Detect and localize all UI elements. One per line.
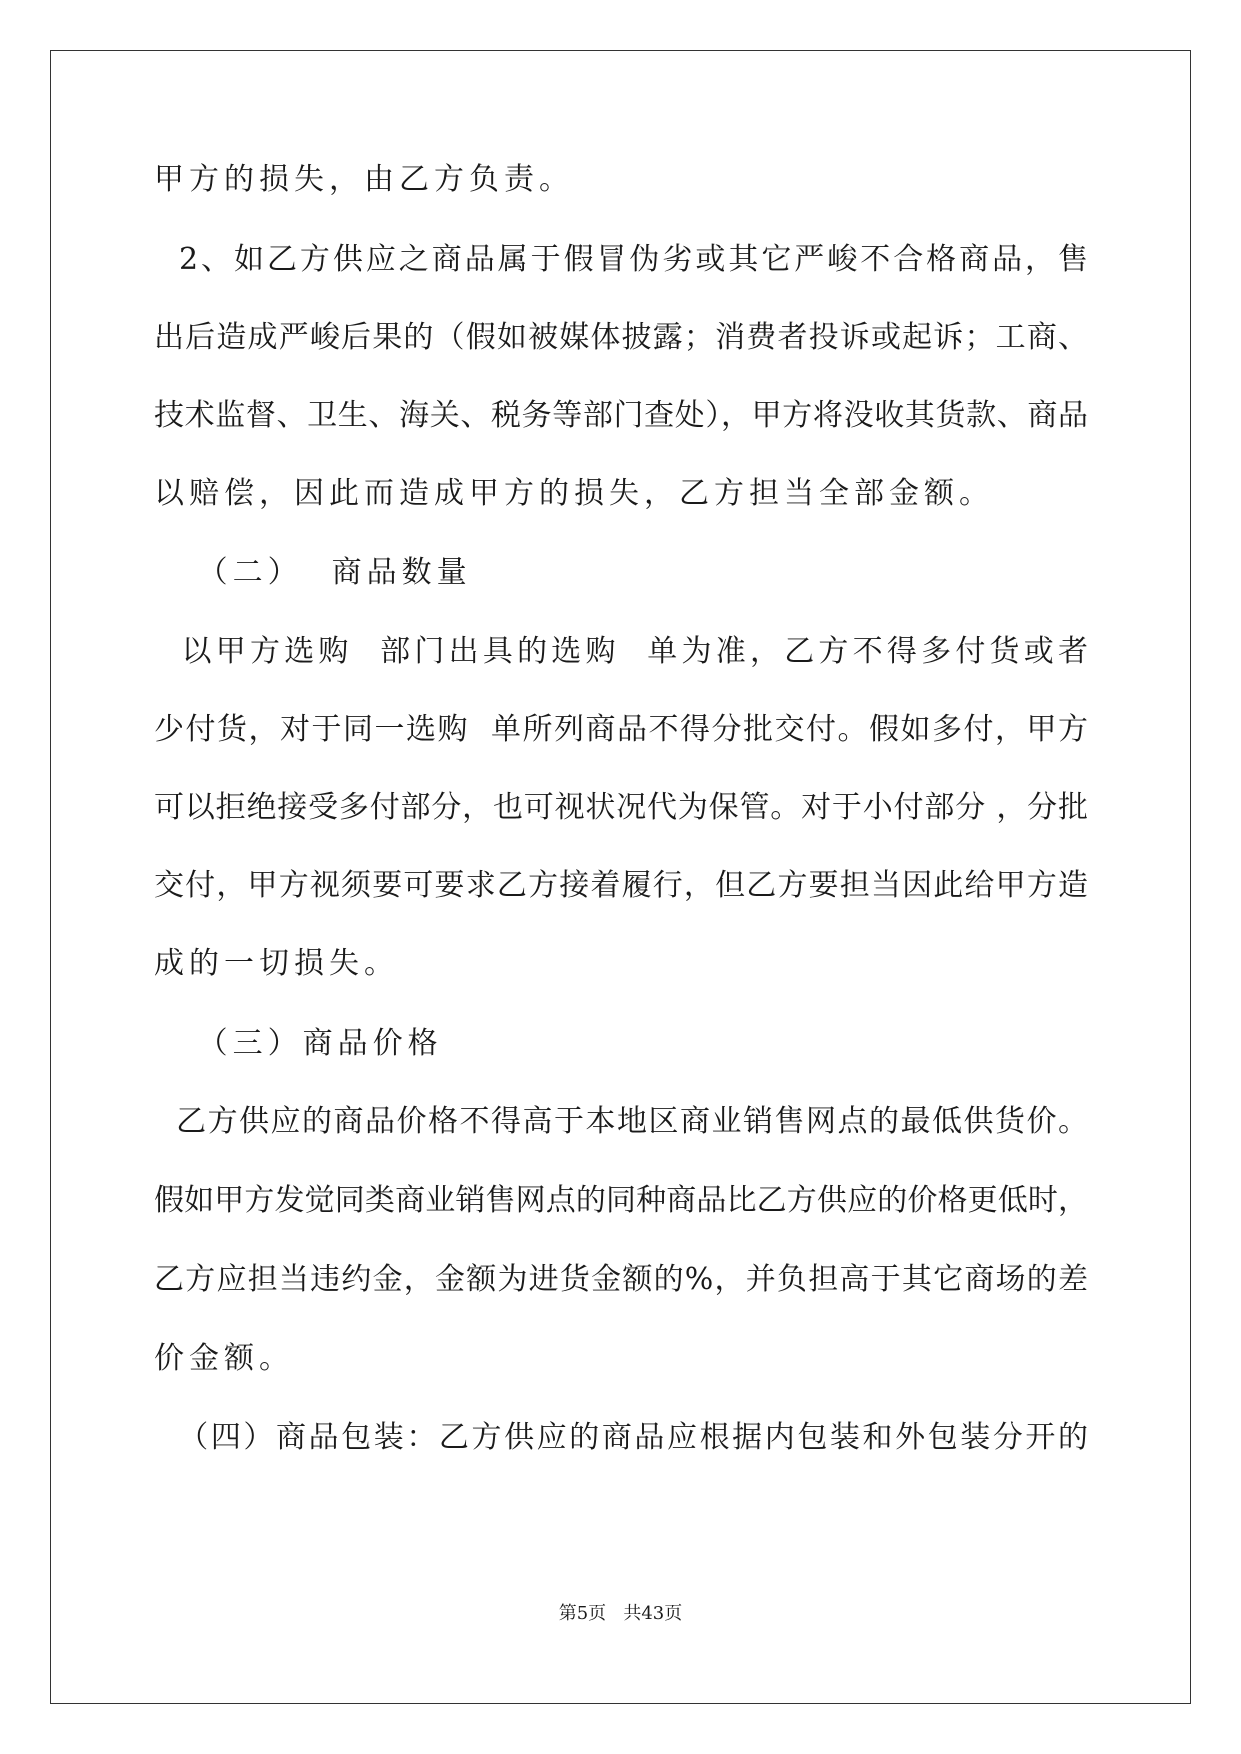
- text-line: 以赔偿，因此而造成甲方的损失，乙方担当全部金额。: [154, 476, 994, 511]
- text-line: 交付，甲方视须要可要求乙方接着履行，但乙方要担当因此给甲方造: [154, 868, 1088, 903]
- page-number: 第5页 共43页: [558, 1603, 683, 1624]
- section-heading: （三）商品价格: [154, 1026, 443, 1061]
- text-line: 乙方应担当违约金，金额为进货金额的%，并负担高于其它商场的差: [154, 1262, 1088, 1297]
- text-line: 出后造成严峻后果的（假如被媒体披露；消费者投诉或起诉；工商、: [154, 320, 1088, 355]
- text-line: （四）商品包装：乙方供应的商品应根据内包装和外包装分开的: [154, 1420, 1088, 1455]
- text-line: 少付货，对于同一选购 单所列商品不得分批交付。假如多付，甲方: [154, 712, 1088, 747]
- text-line: 价金额。: [154, 1341, 294, 1376]
- text-line: 2、如乙方供应之商品属于假冒伪劣或其它严峻不合格商品，售: [154, 242, 1088, 277]
- text-line: 成的一切损失。: [154, 946, 399, 981]
- text-line: 以甲方选购 部门出具的选购 单为准，乙方不得多付货或者: [154, 634, 1088, 669]
- section-heading: （二） 商品数量: [154, 555, 472, 590]
- text-line: 技术监督、卫生、海关、税务等部门查处），甲方将没收其货款、商品: [154, 398, 1088, 433]
- text-line: 乙方供应的商品价格不得高于本地区商业销售网点的最低供货价。: [154, 1104, 1088, 1139]
- text-line: 可以拒绝接受多付部分，也可视状况代为保管。对于小付部分 ，分批: [154, 790, 1088, 825]
- text-line: 甲方的损失，由乙方负责。: [154, 162, 574, 197]
- text-line: 假如甲方发觉同类商业销售网点的同种商品比乙方供应的价格更低时，: [154, 1183, 1088, 1218]
